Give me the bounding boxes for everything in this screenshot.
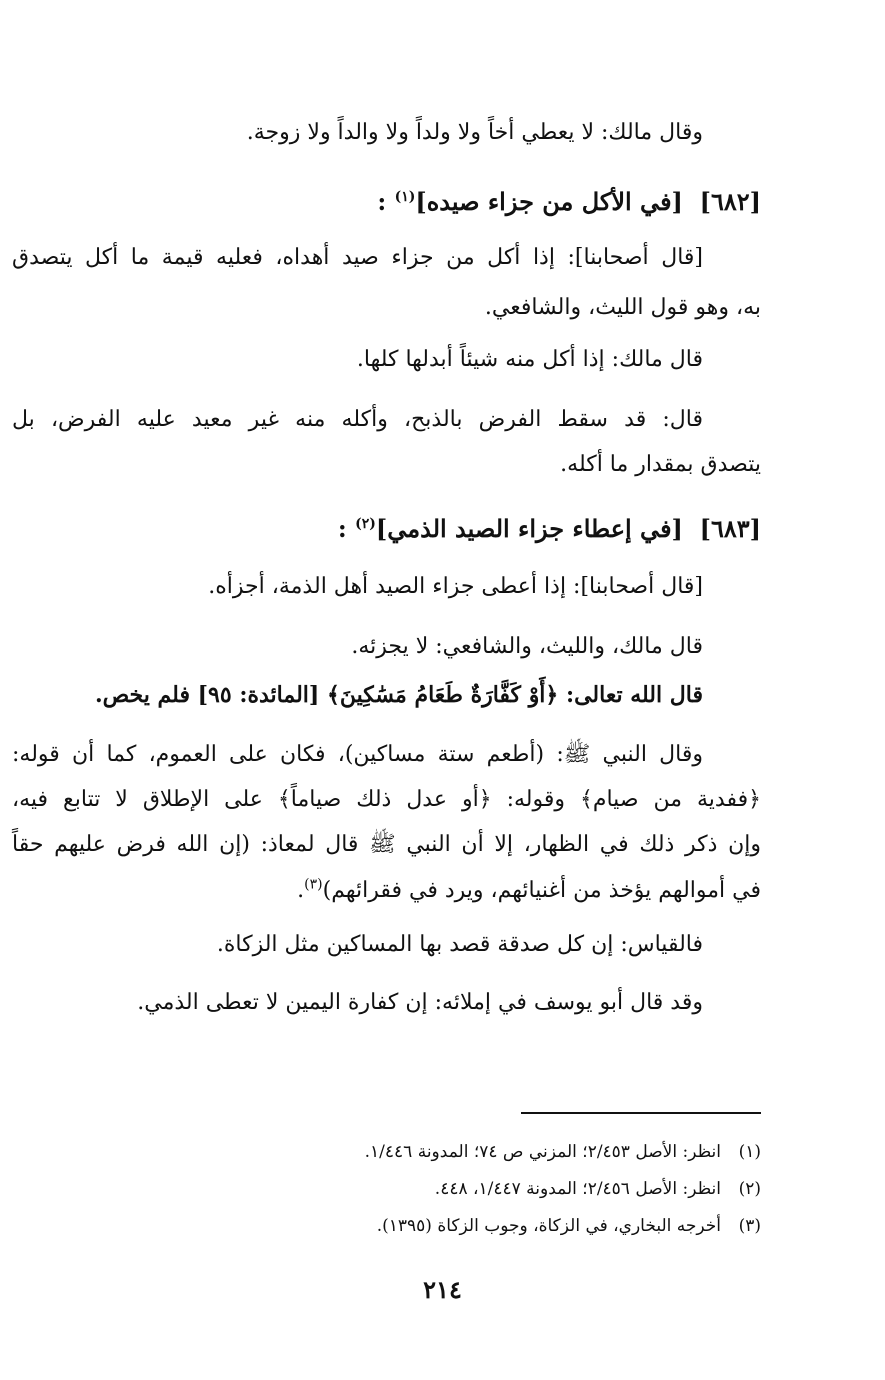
- paragraph-line: [قال أصحابنا]: إذا أكل من جزاء صيد أهداه، فعليه قيمة ما أكل يتصدق: [12, 245, 703, 270]
- footnote: (١)انظر: الأصل ٢/٤٥٣؛ المزني ص ٧٤؛ المدونة ١/٤٤٦.: [364, 1142, 761, 1162]
- paragraph-line: ﴿ففدية من صيام﴾ وقوله: ﴿أو عدل ذلك صياماً﴾ على الإطلاق لا تتابع فيه،: [12, 787, 761, 812]
- section-title: [في إعطاء جزاء الصيد الذمي]: [375, 514, 683, 543]
- footnote-ref: (٢): [355, 516, 376, 532]
- paragraph-line: يتصدق بمقدار ما أكله.: [560, 452, 761, 477]
- paragraph-line: وإن ذكر ذلك في الظهار، إلا أن النبي ﷺ قال لمعاذ: (إن الله فرض عليهم حقاً: [12, 832, 761, 857]
- section-number: [٦٨٢]: [699, 187, 761, 216]
- paragraph-line: في أموالهم يؤخذ من أغنيائهم، ويرد في فقرائهم)$^{(٣)}$.: [297, 876, 761, 903]
- page-number: ٢١٤: [423, 1275, 462, 1304]
- footnote-ref: (١): [394, 189, 416, 205]
- section-title: [في الأكل من جزاء صيده]: [415, 187, 683, 216]
- footnote-separator: [521, 1112, 761, 1114]
- footnote: (٢)انظر: الأصل ٢/٤٥٦؛ المدونة ١/٤٤٧، ٤٤٨.: [434, 1179, 761, 1199]
- section-number: [٦٨٣]: [699, 514, 761, 543]
- opening-line: وقال مالك: لا يعطي أخاً ولا ولداً ولا والداً ولا زوجة.: [246, 120, 703, 145]
- paragraph-line: فالقياس: إن كل صدقة قصد بها المساكين مثل الزكاة.: [216, 932, 703, 957]
- paragraph-line: [قال أصحابنا]: إذا أعطى جزاء الصيد أهل الذمة، أجزأه.: [208, 574, 703, 599]
- paragraph-line: قال مالك: إذا أكل منه شيئاً أبدلها كلها.: [356, 347, 703, 372]
- footnote: (٣)أخرجه البخاري، في الزكاة، وجوب الزكاة (١٣٩٥).: [376, 1216, 761, 1236]
- footnote-ref: (٣): [304, 876, 323, 893]
- paragraph-line: وقد قال أبو يوسف في إملائه: إن كفارة اليمين لا تعطى الذمي.: [137, 990, 703, 1015]
- paragraph-line: قال الله تعالى: ﴿أَوْ كَفَّارَةٌ طَعَامُ مَسَٰكِينَ﴾ [المائدة: ٩٥] فلم يخص.: [94, 682, 703, 708]
- paragraph-line: قال: قد سقط الفرض بالذبح، وأكله منه غير معيد عليه الفرض، بل: [12, 407, 703, 432]
- paragraph-line: قال مالك، والليث، والشافعي: لا يجزئه.: [351, 634, 703, 659]
- paragraph-line: به، وهو قول الليث، والشافعي.: [484, 295, 761, 320]
- section-heading-683: [٦٨٣] [في إعطاء جزاء الصيد الذمي]$^{(٢)}$ :: [337, 514, 761, 543]
- section-heading-682: [٦٨٢] [في الأكل من جزاء صيده]$^{(١)}$ :: [377, 187, 761, 216]
- paragraph-line: وقال النبي ﷺ: (أطعم ستة مساكين)، فكان على العموم، كما أن قوله:: [12, 742, 703, 767]
